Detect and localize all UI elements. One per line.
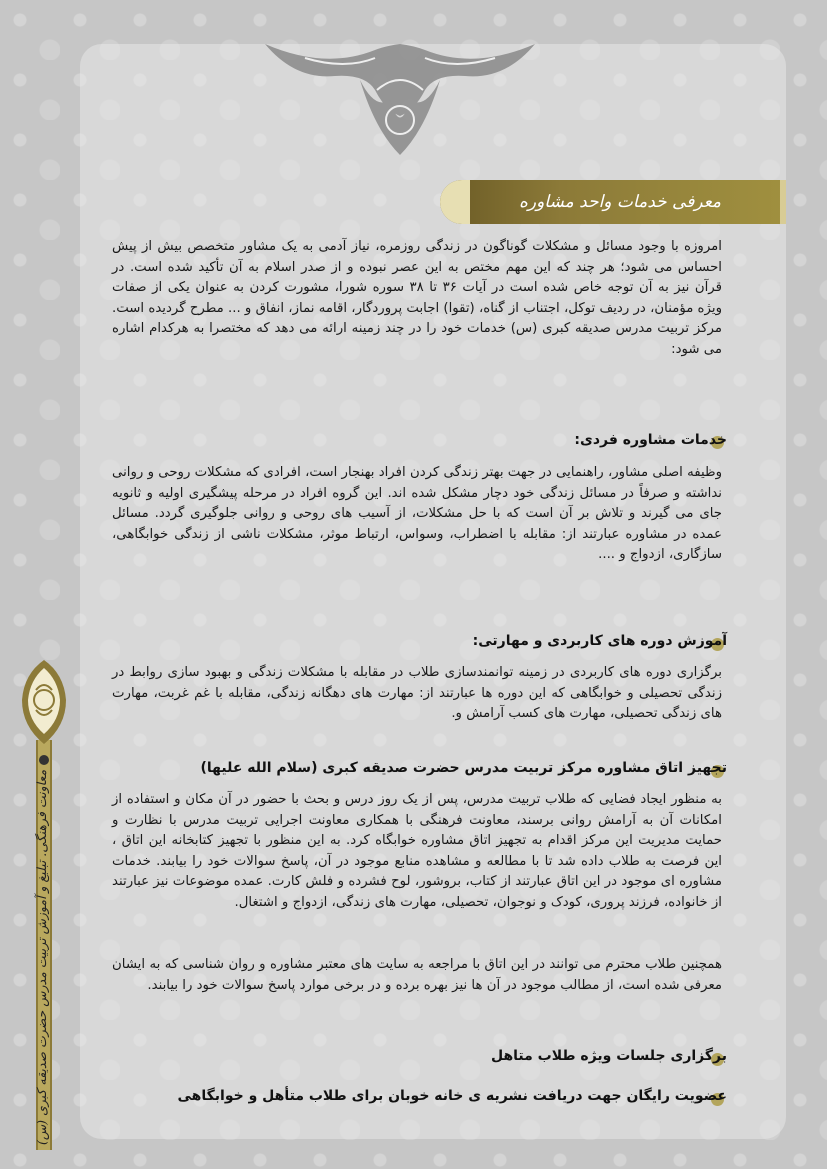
section-heading-counseling-room: تجهیز اتاق مشاوره مرکز تربیت مدرس حضرت صدیقه کبری (سلام الله علیها) (200, 760, 727, 776)
bullet-married-sessions: برگزاری جلسات ویژه طلاب متاهل (490, 1048, 727, 1064)
section-body-counseling-room: به منظور ایجاد فضایی که طلاب تربیت مدرس، پس از یک روز درس و بحث با حضور در آن مکان و استفاده از امکانات آن به آرامش روانی برسند، معاونت فرهنگی با همکاری معاونت اجرایی تربیت مدرس با نظارت و حمایت مدیریت این مرکز اقدام به تجهیز اتاق مشاوره خوابگاه کرد. به این منظور با تجهیز کتابخانه این اتاق ، این فرصت به طلاب داده شد تا با مطالعه و مشاهده منابع موجود در آن، پاسخ سوالات خود را بیابند. خدمات مشاوره ای موجود در این اتاق عبارتند از کتاب، بروشور، لوح فشرده و فلش کارت. عمده موضوعات نیز عبارتند از خانواده، فرزند پروری، کودک و نوجوان، تحصیلی، مهارت های زندگی، ازدواج و اشتغال. (112, 792, 722, 910)
side-label: معاونت فرهنگی. تبلیغ و آموزش تربیت مدرس حضرت صدیقه کبری (س) (34, 770, 49, 1146)
intro-paragraph: امروزه با وجود مسائل و مشکلات گوناگون در زندگی روزمره، نیاز آدمی به یک مشاور متخصص بیش از پیش احساس می شود؛ هر چند که این مهم مختص به این عصر نبوده و از صدر اسلام به آن تأکید شده است. در قرآن نیز به آن توجه خاص شده است در آیات ۳۶ تا ۳۸ سوره شورا، مشورت کردن به عنوان یکی از صفات ویژه مؤمنان، در ردیف توکل، اجتناب از گناه، (تقوا) اجابت پروردگار، اقامه نماز، انفاق و ... مطرح گردیده است. مرکز تربیت مدرس صدیقه کبری (س) خدمات خود را در چند زمینه ارائه می دهد که مختصرا به هرکدام اشاره می شود: (112, 239, 722, 357)
top-ornament (265, 40, 535, 160)
section-heading-individual-counseling: خدمات مشاوره فردی: (574, 432, 727, 448)
page-title: معرفی خدمات واحد مشاوره (518, 192, 722, 212)
section-body-counseling-room-2: همچنین طلاب محترم می توانند در این اتاق با مراجعه به سایت های معتبر مشاوره و روان شناسی که به ایشان معرفی شده است، از مطالب موجود در آن ها نیز بهره برده و در برخی موارد پاسخ سوالات خود را بیابند. (112, 957, 722, 993)
bullet-free-subscription: عضویت رایگان جهت دریافت نشریه ی خانه خوبان برای طلاب متأهل و خوابگاهی (177, 1088, 727, 1104)
section-heading-skill-courses: آموزش دوره های کاربردی و مهارتی: (472, 633, 727, 649)
section-body-individual-counseling: وظیفه اصلی مشاور، راهنمایی در جهت بهتر زندگی کردن افراد بهنجار است، افرادی که مشکلات روحی و روانی نداشته و صرفاً در مسائل زندگی خود دچار مشکل شده اند. این گروه افراد در مرحله پیشگیری اولیه و ثانویه جای می گیرند و تلاش بر آن است که با حل مشکلات، از آسیب های روحی و روانی جلوگیری گردد. مسائل عمده در مشاوره عبارتند از: مقابله با اضطراب، وسواس، ارتباط موثر، مشکلات ناشی از زندگی خوابگاهی، سازگاری، ازدواج و .... (112, 465, 722, 563)
section-body-skill-courses: برگزاری دوره های کاربردی در زمینه توانمندسازی طلاب در مقابله با مشکلات زندگی و بهبود سازی روابط در زندگی تحصیلی و خوابگاهی که این دوره ها عبارتند از: مهارت های دهگانه زندگی، مقابله با غم غربت، مهارت های زندگی تحصیلی، مهارت های کسب آرامش و. (112, 665, 722, 722)
